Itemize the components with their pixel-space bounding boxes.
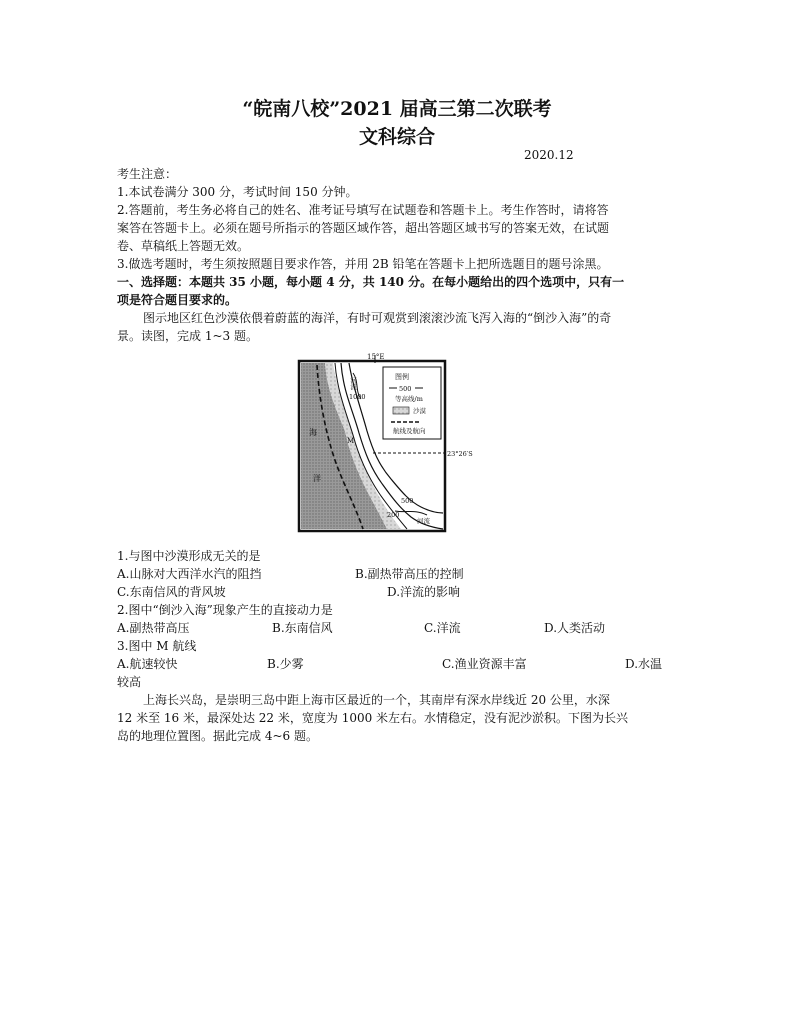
- legend-title: 图例: [395, 373, 409, 381]
- contour-1000-label: 1000: [349, 393, 366, 401]
- q1-option-c: C.东南信风的背风坡: [117, 585, 226, 599]
- notice-item-2-cont: 案答在答题卡上。必须在题号所指示的答题区域作答，超出答题区域书写的答案无效，在试题: [117, 221, 610, 235]
- notice-item-1: 1.本试卷满分 300 分，考试时间 150 分钟。: [117, 185, 358, 199]
- desert-map: [297, 351, 493, 541]
- exam-date: 2020.12: [524, 148, 574, 162]
- passage-1-cont: 景。读图，完成 1~3 题。: [117, 329, 258, 343]
- legend-route: 航线及航向: [393, 427, 426, 435]
- river-top-label: 河流: [349, 377, 357, 390]
- notice-item-2: 2.答题前，考生务必将自己的姓名、准考证号填写在试题卷和答题卡上。考生作答时，请将答: [117, 203, 609, 217]
- legend-contour: 等高线/m: [395, 395, 423, 403]
- q3-option-b: B.少雾: [267, 657, 304, 671]
- exam-body: [117, 165, 677, 745]
- q3-option-a: A.航速较快: [117, 657, 178, 671]
- legend-desert: 沙漠: [413, 407, 426, 415]
- q3-option-d: D.水温: [625, 657, 663, 671]
- exam-title: “皖南八校”2021 届高三第二次联考: [242, 98, 552, 120]
- q2-options: [117, 619, 677, 637]
- passage-2-cont2: 岛的地理位置图。据此完成 4~6 题。: [117, 729, 318, 743]
- q3-options: [117, 655, 677, 673]
- exam-subtitle: 文科综合: [358, 126, 435, 148]
- lat-label: 23°26′S: [447, 450, 473, 458]
- passage-2: 上海长兴岛，是崇明三岛中距上海市区最近的一个，其南岸有深水岸线近 20 公里，水深: [143, 693, 610, 707]
- q1-option-a: A.山脉对大西洋水汽的阻挡: [117, 567, 262, 581]
- route-label-m: M: [347, 437, 355, 445]
- notice-item-3: 3.做选考题时，考生须按照题目要求作答，并用 2B 铅笔在答题卡上把所选题目的题号涂黑。: [117, 257, 609, 271]
- q2-stem: 2.图中“倒沙入海”现象产生的直接动力是: [117, 603, 333, 617]
- q1-stem: 1.与图中沙漠形成无关的是: [117, 549, 261, 563]
- q1-option-d: D.洋流的影响: [387, 585, 461, 599]
- notice-item-2-cont2: 卷、草稿纸上答题无效。: [117, 239, 250, 253]
- q2-option-d: D.人类活动: [544, 621, 606, 635]
- section-heading: 一、选择题：本题共 35 小题，每小题 4 分，共 140 分。在每小题给出的四个选项中，只有一: [117, 275, 625, 289]
- lon-label: 15°E: [367, 353, 385, 361]
- river-bottom-label: 河流: [417, 517, 430, 525]
- q1-options-row1: [117, 565, 677, 583]
- q2-option-a: A.副热带高压: [117, 621, 190, 635]
- q3-option-c: C.渔业资源丰富: [442, 657, 527, 671]
- ocean-label-2: 洋: [313, 474, 321, 483]
- passage-2-cont: 12 米至 16 米，最深处达 22 米，宽度为 1000 米左右。水情稳定，没有泥沙淤积。下图为长兴: [117, 711, 629, 725]
- q2-option-c: C.洋流: [424, 621, 461, 635]
- notice-heading: 考生注意：: [117, 167, 178, 181]
- legend-500: 500: [399, 385, 412, 393]
- contour-500-label: 500: [401, 497, 414, 505]
- section-heading-cont: 项是符合题目要求的。: [117, 293, 238, 307]
- q1-option-b: B.副热带高压的控制: [355, 567, 464, 581]
- q2-option-b: B.东南信风: [272, 621, 333, 635]
- q3-option-d-cont: 较高: [117, 675, 142, 689]
- q3-stem: 3.图中 M 航线: [117, 639, 197, 653]
- contour-200-label: 200: [387, 511, 400, 519]
- ocean-label-1: 海: [309, 428, 317, 437]
- q1-options-row2: [117, 583, 677, 601]
- passage-1: 图示地区红色沙漠依偎着蔚蓝的海洋，有时可观赏到滚滚沙流飞泻入海的“倒沙入海”的奇: [143, 311, 612, 325]
